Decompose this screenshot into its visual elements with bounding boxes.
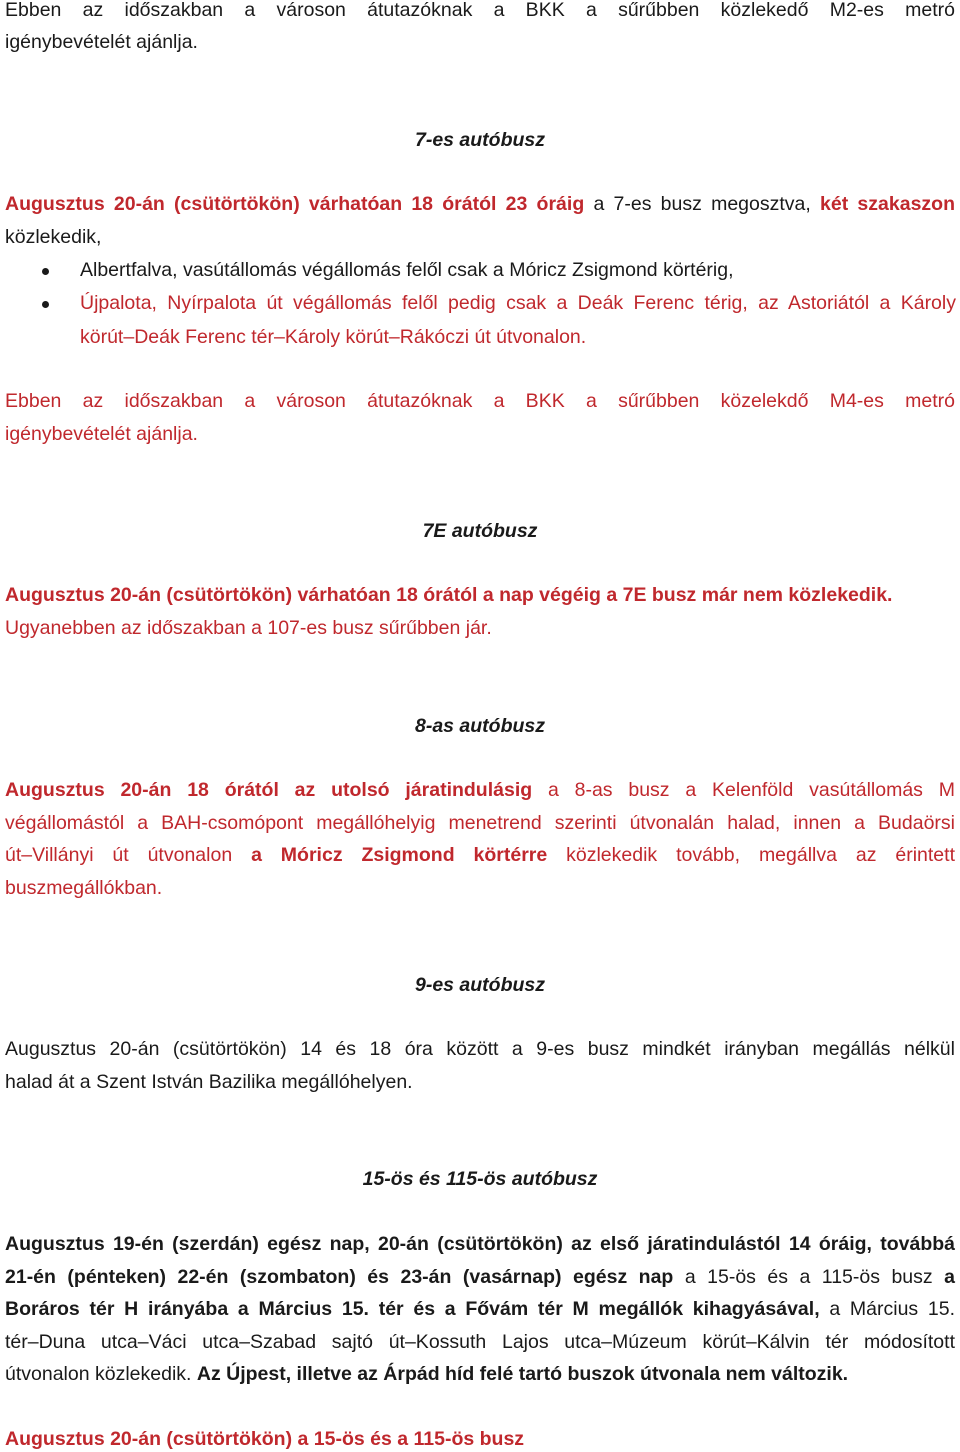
paragraph-line: buszmegállókban. xyxy=(5,877,163,899)
paragraph-line xyxy=(5,1362,955,1386)
list-item: Újpalota, Nyírpalota út végállomás felől pedig csak a Deák Ferenc térig, az Astoriától a Károly xyxy=(80,292,956,314)
text-span: a Március 15. xyxy=(819,1298,956,1320)
highlight-text: a Móricz Zsigmond körtérre xyxy=(251,844,548,866)
text-span: útvonalon közlekedik. xyxy=(5,1363,197,1385)
paragraph-line: végállomástól a BAH-csomópont megállóhelyig menetrend szerinti útvonalán halad, innen a Budaörsi xyxy=(5,812,955,834)
paragraph-line: Augusztus 20-án (csütörtökön) a 15-ös és a 115-ös busz xyxy=(5,1428,525,1450)
bullet-icon xyxy=(42,268,49,275)
paragraph-line: igénybevételét ajánlja. xyxy=(5,31,198,53)
paragraph-line xyxy=(5,1297,955,1321)
paragraph-line xyxy=(5,192,955,216)
text-span: a 7-es busz megosztva, xyxy=(584,193,821,215)
highlight-text: Augusztus 20-án (csütörtökön) várhatóan 18 órától 23 óráig xyxy=(5,193,585,215)
section-heading-15: 15-ös és 115-ös autóbusz xyxy=(362,1168,598,1190)
highlight-text: két szakaszon xyxy=(820,193,955,215)
paragraph-line: Ebben az időszakban a városon átutazóknak a BKK a sűrűbben közlekedő M2-es metró xyxy=(5,0,955,21)
paragraph-line: igénybevételét ajánlja. xyxy=(5,423,198,445)
paragraph-line xyxy=(5,778,955,802)
list-item-continuation: körút–Deák Ferenc tér–Károly körút–Rákóczi út útvonalon. xyxy=(80,326,587,348)
highlight-text: Az Újpest, illetve az Árpád híd felé tartó buszok útvonala nem változik. xyxy=(196,1363,849,1385)
text-span: a 8-as busz a Kelenföld vasútállomás M xyxy=(532,779,955,801)
list-item: Albertfalva, vasútállomás végállomás felől csak a Móricz Zsigmond körtérig, xyxy=(80,259,734,281)
paragraph-line: tér–Duna utca–Váci utca–Szabad sajtó út–Kossuth Lajos utca–Múzeum körút–Kálvin tér módosított xyxy=(5,1331,955,1353)
highlight-text: a xyxy=(944,1266,955,1288)
highlight-text: Boráros tér H irányába a Március 15. tér és a Fővám tér M megállók kihagyásával, xyxy=(5,1298,820,1320)
paragraph-line xyxy=(5,1265,955,1289)
section-heading-9: 9-es autóbusz xyxy=(414,974,546,996)
paragraph-line: Ebben az időszakban a városon átutazóknak a BKK a sűrűbben közelekdő M4-es metró xyxy=(5,390,955,412)
text-span: a 15-ös és a 115-ös busz xyxy=(673,1266,945,1288)
section-heading-8: 8-as autóbusz xyxy=(414,715,546,737)
bullet-icon xyxy=(42,301,49,308)
highlight-text: 21-én (pénteken) 22-én (szombaton) és 23-án (vasárnap) egész nap xyxy=(5,1266,674,1288)
paragraph-line: Augusztus 20-án (csütörtökön) várhatóan 18 órától a nap végéig a 7E busz már nem közlekedik. xyxy=(5,584,893,606)
paragraph-line: halad át a Szent István Bazilika megállóhelyen. xyxy=(5,1071,413,1093)
section-heading-7: 7-es autóbusz xyxy=(414,129,546,151)
paragraph-line xyxy=(5,843,955,867)
paragraph-line: Augusztus 19-én (szerdán) egész nap, 20-án (csütörtökön) az első járatindulástól 14 óráig, továbbá xyxy=(5,1233,955,1255)
paragraph-line: Augusztus 20-án (csütörtökön) 14 és 18 óra között a 9-es busz mindkét irányban megállás nélkül xyxy=(5,1038,955,1060)
paragraph-line: Ugyanebben az időszakban a 107-es busz sűrűbben jár. xyxy=(5,617,492,639)
highlight-text: Augusztus 20-án 18 órától az utolsó járatindulásig xyxy=(5,779,533,801)
section-heading-7e: 7E autóbusz xyxy=(422,520,538,542)
text-span: út–Villányi út útvonalon xyxy=(5,844,252,866)
text-span: közlekedik tovább, megállva az érintett xyxy=(547,844,955,866)
paragraph-line: közlekedik, xyxy=(5,226,102,248)
